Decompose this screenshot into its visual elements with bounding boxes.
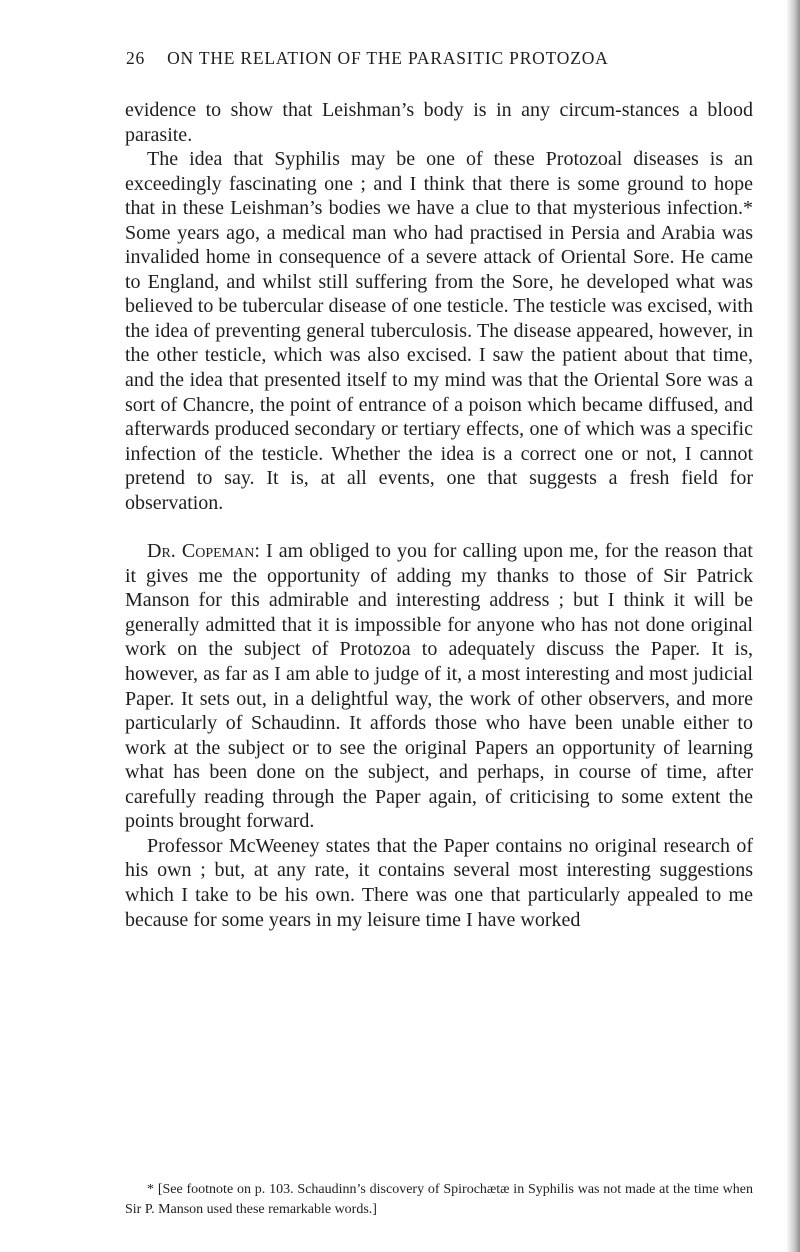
footnote — [125, 1180, 753, 1220]
footnote-text: * [See footnote on p. 103. Schaudinn’s discovery of Spirochætæ in Syphilis was not made at the time when Sir P. Manson used these remarkable words.] — [125, 1182, 753, 1217]
running-title: ON THE RELATION OF THE PARASITIC PROTOZOA — [167, 48, 609, 68]
page-edge-shadow — [786, 0, 800, 1252]
speech-text: : I am obliged to you for calling upon me, for the reason that it gives me the opportunity of adding my thanks to those of Sir Patrick Manson for this admirable and interesting address ; but I think it will be generally admitted that it is impossible for anyone who has not done original work on the subject of Protozoa to adequately discuss the Paper. It is, however, as far as I am able to judge of it, a most interesting and most judicial Paper. It sets out, in a delightful way, the work of other observers, and more particularly of Schaudinn. It affords those who have been unable either to work at the subject or to see the original Papers an opportunity of learning what has been done on the subject, and perhaps, in course of time, after carefully reading through the Paper again, of criticising to some extent the points brought forward. — [125, 540, 753, 833]
paragraph-mcweeney: Professor McWeeney states that the Paper contains no original research of his own ; but, at any rate, it contains several most interesting suggestions which I take to be his own. There was one that particularly appealed to me because for some years in my leisure time I have worked — [125, 834, 753, 931]
paragraph-continued: evidence to show that Leishman’s body is in any circum-stances a blood parasite. — [125, 99, 753, 146]
paragraph-copeman — [125, 539, 753, 834]
page-number: 26 — [126, 48, 146, 68]
paragraph-syphilis: The idea that Syphilis may be one of these Protozoal diseases is an exceedingly fascinating one ; and I think that there is some ground to hope that in these Leishman’s bodies we have a clue to that mysterious infection.* Some years ago, a medical man who had practised in Persia and Arabia was invalided home in consequence of a severe attack of Oriental Sore. He came to England, and whilst still suffering from the Sore, he developed what was believed to be tubercular disease of one testicle. The testicle was excised, with the idea of preventing general tuberculosis. The disease appeared, however, in the other testicle, which was also excised. I saw the patient about that time, and the idea that presented itself to my mind was that the Oriental Sore was a sort of Chancre, the point of entrance of a poison which became diffused, and afterwards produced secondary or tertiary effects, one of which was a specific infection of the testicle. Whether the idea is a correct one or not, I cannot pretend to say. It is, at all events, one that suggests a fresh field for observation. — [125, 148, 753, 514]
body-text — [125, 98, 753, 932]
speaker-name: Dr. Copeman — [147, 540, 255, 563]
running-header — [126, 48, 760, 69]
